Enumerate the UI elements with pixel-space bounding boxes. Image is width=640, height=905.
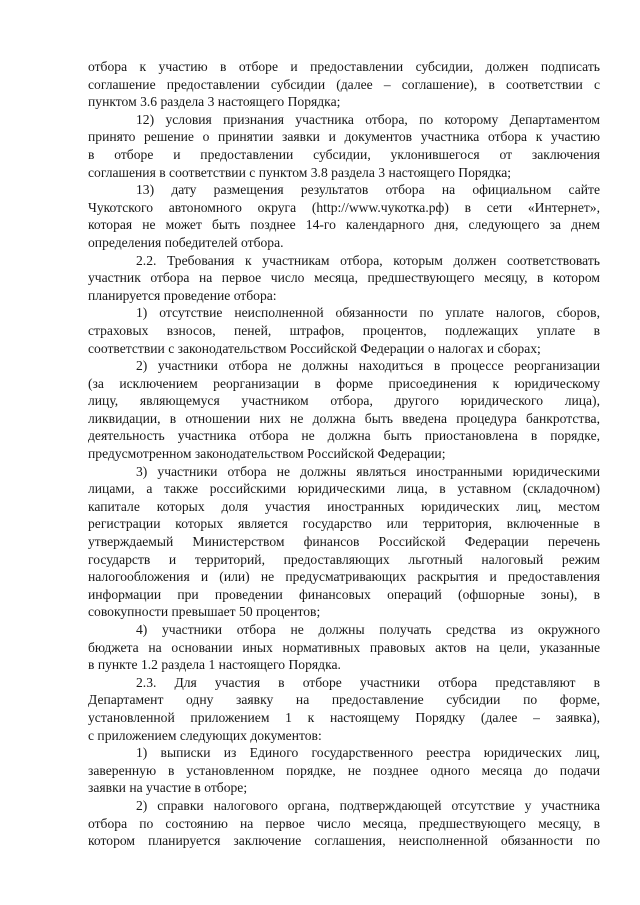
text-line: в отборе и предоставлении субсидии, уклонившегося от заключения (88, 146, 600, 162)
text-line: участник отбора на первое число месяца, предшествующего месяцу, в котором (88, 270, 600, 286)
text-line: Чукотского автономного округа (http://www.чукотка.рф) в сети «Интернет», (88, 199, 600, 215)
text-line: планируется проведение отбора: (88, 287, 277, 303)
text-line: лицу, являющемуся участником отбора, другого юридического лица), (88, 393, 600, 409)
paragraph-subsidy-agreement-clause (88, 58, 600, 111)
text-line: которая не может быть позднее 14-го календарного дня, следующего за днем (88, 217, 600, 233)
paragraph-item-13 (88, 181, 600, 251)
text-line: регистрации которых является государство или территория, включенные в (88, 516, 600, 532)
text-line: отбора по состоянию на первое число месяца, предшествующего месяцу, в (88, 815, 600, 831)
text-line: отбора к участию в отборе и предоставлении субсидии, должен подписать (88, 59, 600, 74)
text-line: (за исключением реорганизации в форме присоединения к юридическому (88, 375, 600, 391)
paragraph-requirement-3 (88, 463, 600, 621)
text-line: ликвидации, в отношении них не должна быть введена процедура банкротства, (88, 410, 600, 426)
paragraph-document-1 (88, 744, 600, 797)
text-line: установленной приложением 1 к настоящему Порядку (далее – заявка), (88, 709, 600, 725)
document-page (88, 58, 600, 850)
paragraph-section-2-2 (88, 252, 600, 305)
text-line: 2.2. Требования к участникам отбора, которым должен соответствовать (136, 252, 600, 268)
paragraph-requirement-1 (88, 304, 600, 357)
text-line: заверенную в установленном порядке, не позднее одного месяца до подачи (88, 762, 600, 778)
text-line: предусмотренном законодательством Российской Федерации; (88, 446, 446, 462)
paragraph-section-2-3 (88, 674, 600, 744)
text-line: Департамент одну заявку на предоставление субсидии по форме, (88, 692, 600, 708)
text-line: соглашения в соответствии с пунктом 3.8 раздела 3 настоящего Порядка; (88, 164, 512, 180)
text-line: 13) дату размещения результатов отбора на официальном сайте (136, 182, 600, 198)
text-line: в пункте 1.2 раздела 1 настоящего Порядка. (88, 657, 341, 673)
text-line: государств и территорий, предоставляющих льготный налоговый режим (88, 551, 600, 567)
text-line: соответствии с законодательством Российской Федерации о налогах и сборах; (88, 340, 541, 356)
text-line: пунктом 3.6 раздела 3 настоящего Порядка; (88, 94, 341, 110)
text-line: соглашение предоставлении субсидии (далее – соглашение), в соответствии с (88, 76, 600, 92)
text-line: деятельность участника отбора не должна быть приостановлена в порядке, (88, 428, 600, 444)
text-line: 1) отсутствие неисполненной обязанности по уплате налогов, сборов, (136, 305, 600, 321)
text-line: бюджета на основании иных нормативных правовых актов на цели, указанные (88, 639, 600, 655)
text-line: котором планируется заключение соглашения, неисполненной обязанности по (88, 833, 600, 849)
paragraph-requirement-4 (88, 621, 600, 674)
text-line: принято решение о принятии заявки и документов участника отбора к участию (88, 129, 600, 145)
text-line: налогообложения и (или) не предусматривающих раскрытия и предоставления (88, 569, 600, 585)
text-line: 2) справки налогового органа, подтверждающей отсутствие у участника (136, 797, 600, 813)
text-line: утверждаемый Министерством финансов Российской Федерации перечень (88, 534, 600, 550)
text-line: 2.3. Для участия в отборе участники отбора представляют в (136, 674, 600, 690)
paragraph-requirement-2 (88, 357, 600, 463)
text-line: лицами, а также российскими юридическими лица, в уставном (складочном) (88, 481, 600, 497)
text-line: заявки на участие в отборе; (88, 780, 248, 796)
text-line: 4) участники отбора не должны получать средства из окружного (136, 622, 600, 637)
text-line: информации при проведении финансовых операций (офшорные зоны), в (88, 586, 600, 602)
text-line: совокупности превышает 50 процентов; (88, 604, 321, 620)
text-line: 1) выписки из Единого государственного реестра юридических лиц, (136, 745, 600, 761)
text-line: 3) участники отбора не должны являться иностранными юридическими (136, 463, 600, 479)
paragraph-item-12 (88, 111, 600, 181)
text-line: капитале которых доля участия иностранных юридических лиц, местом (88, 498, 600, 514)
text-line: определения победителей отбора. (88, 234, 284, 250)
paragraph-document-2 (88, 797, 600, 850)
text-line: страховых взносов, пеней, штрафов, процентов, подлежащих уплате в (88, 322, 600, 338)
text-line: с приложением следующих документов: (88, 727, 322, 743)
text-line: 2) участники отбора не должны находиться в процессе реорганизации (136, 358, 600, 374)
text-line: 12) условия признания участника отбора, по которому Департаментом (136, 111, 600, 127)
